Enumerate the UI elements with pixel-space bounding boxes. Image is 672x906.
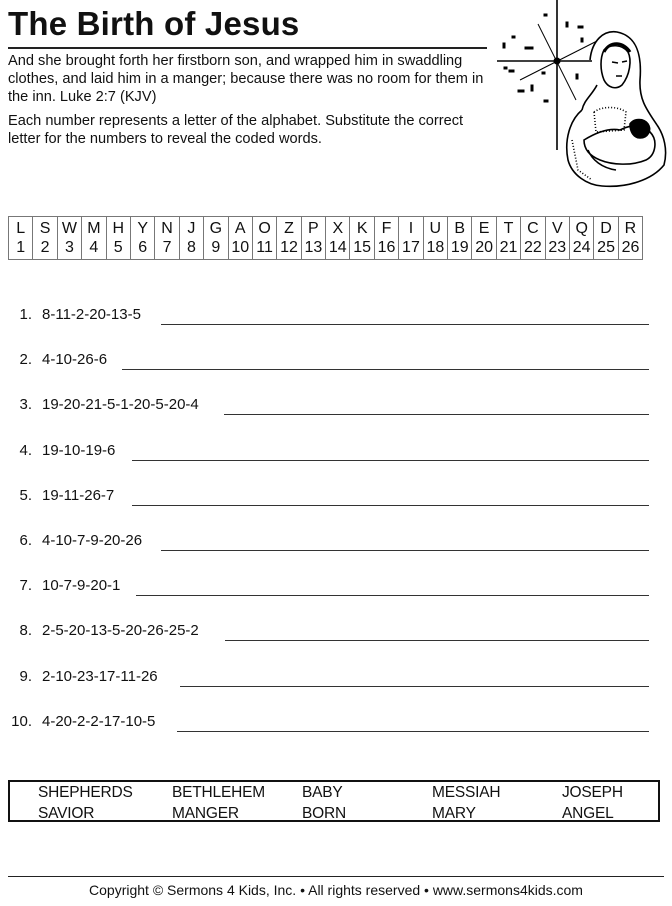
question-number: 5. (19, 486, 32, 504)
cipher-number: 22 (524, 239, 542, 256)
cipher-cell (569, 217, 593, 260)
word-bank-word: JOSEPH (562, 784, 623, 801)
question-number: 10. (11, 712, 32, 730)
cipher-number: 16 (377, 239, 396, 256)
word-bank-word: SHEPHERDS (38, 784, 133, 801)
question-number: 6. (19, 532, 32, 549)
cipher-letter: Z (284, 220, 294, 237)
cipher-letter: O (258, 220, 271, 237)
cipher-cell (545, 217, 569, 260)
cipher-letter: L (16, 220, 26, 237)
cipher-cell (179, 217, 203, 260)
cipher-number: 21 (499, 239, 518, 256)
coded-word: 19-20-21-5-1-20-5-20-4 (42, 396, 199, 414)
cipher-number: 20 (475, 239, 494, 256)
star-icon (492, 0, 672, 195)
coded-word: 4-20-2-2-17-10-5 (42, 712, 156, 730)
cipher-letter: R (624, 220, 637, 237)
footer-divider (8, 876, 664, 877)
cipher-cell (204, 217, 228, 260)
answer-line[interactable] (122, 369, 649, 370)
cipher-letter: T (503, 220, 514, 237)
cipher-cell (155, 217, 179, 260)
instructions: Each number represents a letter of the alphabet. Substitute the correct letter for the numbers to reveal the coded words. (8, 113, 464, 147)
word-bank-word: BORN (302, 805, 346, 822)
cipher-cell (594, 217, 618, 260)
cipher-letter: V (551, 220, 563, 237)
cipher-number: 1 (16, 239, 26, 256)
cipher-key-table (8, 216, 643, 260)
cipher-letter: X (332, 220, 344, 237)
coded-word: 4-10-7-9-20-26 (42, 532, 143, 549)
cipher-letter: W (61, 220, 78, 237)
cipher-cell (252, 217, 276, 260)
word-bank-word: SAVIOR (38, 805, 95, 822)
question-number: 9. (19, 667, 32, 685)
question-item (0, 667, 672, 691)
page-title: The Birth of Jesus (8, 5, 300, 42)
cipher-letter: H (112, 220, 125, 237)
cipher-letter: Q (575, 220, 588, 237)
cipher-letter: U (429, 220, 442, 237)
cipher-letter: S (39, 220, 51, 237)
coded-word: 19-11-26-7 (42, 486, 115, 504)
cipher-number: 8 (186, 239, 196, 256)
cipher-number: 15 (353, 239, 372, 256)
cipher-number: 26 (621, 239, 640, 256)
question-number: 4. (19, 441, 32, 459)
cipher-letter: G (209, 220, 223, 237)
question-item (0, 531, 672, 555)
cipher-letter: C (527, 220, 539, 237)
cipher-letter: A (234, 220, 246, 237)
question-item (0, 441, 672, 465)
cipher-letter: D (600, 220, 612, 237)
answer-line[interactable] (132, 460, 649, 461)
answer-line[interactable] (161, 550, 649, 551)
mary-and-baby-illustration (492, 0, 672, 195)
coded-word: 19-10-19-6 (42, 441, 116, 459)
question-number: 1. (19, 306, 32, 323)
cipher-number: 24 (572, 239, 591, 256)
word-bank-word: ANGEL (562, 805, 614, 822)
answer-line[interactable] (224, 414, 649, 415)
answer-line[interactable] (177, 731, 649, 732)
scripture-verse: And she brought forth her firstborn son, and wrapped him in swaddling clothes, and laid him in a manger; because there was no room for them in the inn. Luke 2:7 (KJV) (8, 53, 484, 105)
coded-word: 2-5-20-13-5-20-26-25-2 (42, 622, 199, 640)
question-item (0, 486, 672, 510)
cipher-cell (106, 217, 130, 260)
cipher-letter: B (454, 220, 466, 237)
question-item (0, 395, 672, 419)
question-number: 3. (19, 396, 32, 414)
cipher-letter: M (87, 220, 101, 237)
question-item (0, 712, 672, 736)
question-item (0, 305, 672, 329)
cipher-number: 4 (89, 239, 99, 256)
cipher-cell (423, 217, 447, 260)
cipher-cell (496, 217, 520, 260)
question-number: 8. (19, 622, 32, 640)
word-bank-word: MANGER (172, 805, 239, 822)
word-bank-word: BABY (302, 784, 343, 801)
cipher-number: 7 (162, 239, 172, 256)
cipher-cell (57, 217, 81, 260)
cipher-number: 18 (426, 239, 445, 256)
cipher-number: 10 (231, 239, 250, 256)
cipher-letter: N (161, 220, 173, 237)
cipher-cell (472, 217, 496, 260)
cipher-number: 23 (548, 239, 567, 256)
coded-word: 4-10-26-6 (42, 351, 108, 369)
cipher-letter: P (308, 220, 319, 237)
cipher-number: 17 (402, 239, 420, 256)
cipher-cell (301, 217, 325, 260)
coded-word: 2-10-23-17-11-26 (42, 667, 158, 685)
cipher-cell (350, 217, 374, 260)
question-item (0, 621, 672, 645)
cipher-cell (618, 217, 642, 260)
answer-line[interactable] (161, 324, 649, 325)
cipher-number: 13 (304, 239, 323, 256)
cipher-cell (33, 217, 57, 260)
title-divider (8, 47, 487, 49)
cipher-number: 19 (450, 239, 469, 256)
cipher-letter: F (381, 220, 392, 237)
cipher-cell (130, 217, 154, 260)
word-bank-word: MARY (432, 805, 476, 822)
cipher-cell (521, 217, 545, 260)
cipher-cell (228, 217, 252, 260)
copyright-footer: Copyright © Sermons 4 Kids, Inc. • All rights reserved • www.sermons4kids.com (89, 882, 583, 898)
cipher-letter: J (187, 220, 196, 237)
cipher-cell (448, 217, 472, 260)
cipher-number: 14 (328, 239, 347, 256)
question-item (0, 576, 672, 600)
word-bank-word: MESSIAH (432, 784, 501, 801)
cipher-cell (326, 217, 350, 260)
cipher-cell (399, 217, 423, 260)
question-number: 2. (19, 351, 32, 369)
cipher-number: 2 (40, 239, 50, 256)
word-bank-word: BETHLEHEM (172, 784, 265, 801)
cipher-letter: E (478, 220, 490, 237)
cipher-number: 5 (113, 239, 123, 256)
question-number: 7. (19, 577, 32, 595)
cipher-number: 9 (211, 239, 221, 256)
question-item (0, 350, 672, 374)
answer-line[interactable] (180, 686, 649, 687)
cipher-number: 25 (597, 239, 615, 256)
cipher-cell (82, 217, 106, 260)
cipher-number: 11 (256, 239, 273, 256)
cipher-number: 12 (280, 239, 298, 256)
cipher-number: 6 (138, 239, 148, 256)
word-bank (8, 780, 660, 822)
cipher-cell (9, 217, 33, 260)
cipher-number: 3 (65, 239, 74, 256)
cipher-cell (374, 217, 398, 260)
answer-line[interactable] (225, 640, 649, 641)
answer-line[interactable] (136, 595, 649, 596)
cipher-letter: Y (137, 220, 148, 237)
coded-word: 10-7-9-20-1 (42, 577, 121, 595)
cipher-cell (277, 217, 301, 260)
cipher-letter: I (408, 220, 414, 237)
answer-line[interactable] (132, 505, 649, 506)
coded-word: 8-11-2-20-13-5 (42, 306, 141, 323)
cipher-letter: K (356, 220, 368, 237)
